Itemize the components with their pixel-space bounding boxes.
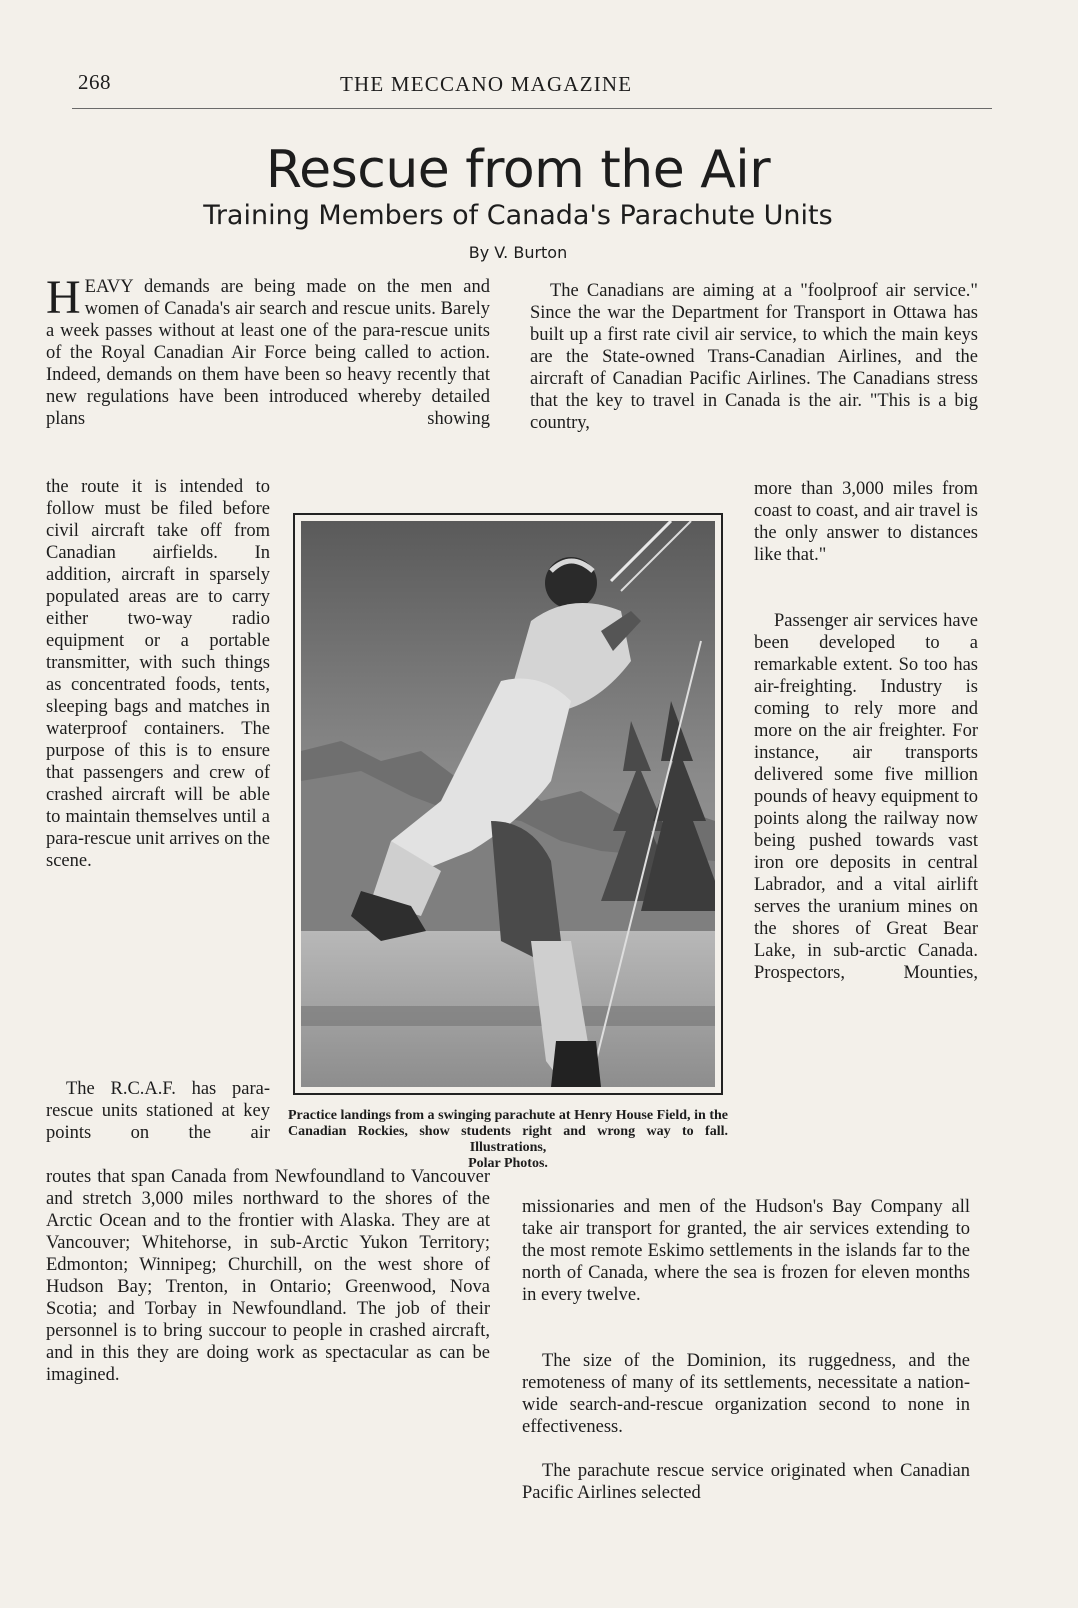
caption-line-1: Practice landings from a swinging parachute at Henry House Field, in the Canadian Rockies, show students right and wrong way to fall. Illustrations, — [288, 1108, 728, 1155]
article-subtitle: Training Members of Canada's Parachute Units — [203, 200, 833, 231]
col2-text-bottom2: The size of the Dominion, its ruggedness, and the remoteness of many of its settlements, necessitate a nation-wide search-and-rescue organization second to none in effectiveness. — [522, 1351, 970, 1437]
col2-text-top: The Canadians are aiming at a "foolproof air service." Since the war the Department for Transport in Ottawa has built up a first rate civil air service, to which the main keys are the State-owned Trans-Canadian Airlines, and the aircraft of Canadian Pacific Airlines. The Canadians stress that the key to travel in Canada is the air. "This is a big country, — [530, 281, 978, 433]
header-rule — [72, 108, 992, 109]
article-byline: By V. Burton — [468, 243, 568, 262]
page-number: 268 — [78, 70, 111, 94]
col1-narrow-paragraph: the route it is intended to follow must be filed before civil aircraft take off from Canadian airfields. In addition, aircraft in sparsely populated areas are to carry either two-way radio equipment or a portable transmitter, with such things as concentrated foods, tents, sleeping bags and matches in waterproof containers. The purpose of this is to ensure that passengers and crew of crashed aircraft will be able to maintain themselves until a para-rescue unit arrives on the scene. — [46, 477, 270, 871]
col1-paragraph-2-cont: routes that span Canada from Newfoundland to Vancouver and stretch 3,000 miles northward to the shores of the Arctic Ocean and to the frontier with Alaska. They are at Vancouver; Whitehorse, in sub-Arctic Yukon Territory; Edmonton; Winnipeg; Churchill, on the west shore of Hudson Bay; Trenton, in Ontario; Greenwood, Nova Scotia; and Torbay in Newfoundland. The job of their personnel is to bring succour to people in crashed aircraft, and in this they are doing work as spectacular as can be imagined. — [46, 1167, 490, 1385]
running-header-title: THE MECCANO MAGAZINE — [340, 72, 633, 96]
col2-text-narrow2: Passenger air services have been developed to a remarkable extent. So too has air-freighting. Industry is coming to rely more and more on the air freighter. For instance, air transports delivered some five million pounds of heavy equipment to points along the railway now being pushed towards vast iron ore deposits in central Labrador, and a vital airlift serves the uranium mines on the shores of Great Bear Lake, in sub-arctic Canada. Prospectors, Mounties, — [754, 611, 979, 983]
parachute-photo — [293, 513, 723, 1095]
col1-text-top: EAVY demands are being made on the men and women of Canada's air search and rescue units. Barely a week passes without at least one of the para-rescue units of the Royal Canadian Air Force being called to action. Indeed, demands on them have been so heavy recently that new regulations have been introduced whereby detailed plans showing — [46, 277, 490, 429]
article-title: Rescue from the Air — [265, 140, 771, 200]
col2-text-bottom3: The parachute rescue service originated when Canadian Pacific Airlines selected — [522, 1461, 970, 1503]
col2-paragraph-1-top — [530, 280, 978, 434]
col2-paragraph-2 — [754, 610, 978, 984]
col1-paragraph-2-start — [46, 1078, 270, 1144]
col2-paragraph-4 — [522, 1460, 970, 1504]
photo-caption — [288, 1108, 728, 1172]
col2-paragraph-3 — [522, 1350, 970, 1438]
caption-credit: Polar Photos. — [468, 1156, 548, 1171]
parachute-training-image — [301, 521, 715, 1087]
col1-text-narrow2: The R.C.A.F. has para-rescue units stationed at key points on the air — [46, 1079, 270, 1143]
drop-cap: H — [46, 271, 81, 324]
col1-paragraph-1-top — [46, 271, 490, 474]
col2-paragraph-1-cont: more than 3,000 miles from coast to coast, and air travel is the only answer to distances like that." — [754, 479, 978, 565]
col2-paragraph-2-cont: missionaries and men of the Hudson's Bay Company all take air transport for granted, the air services extending to the most remote Eskimo settlements in the islands far to the north of Canada, where the sea is frozen for eleven months in every twelve. — [522, 1197, 970, 1305]
